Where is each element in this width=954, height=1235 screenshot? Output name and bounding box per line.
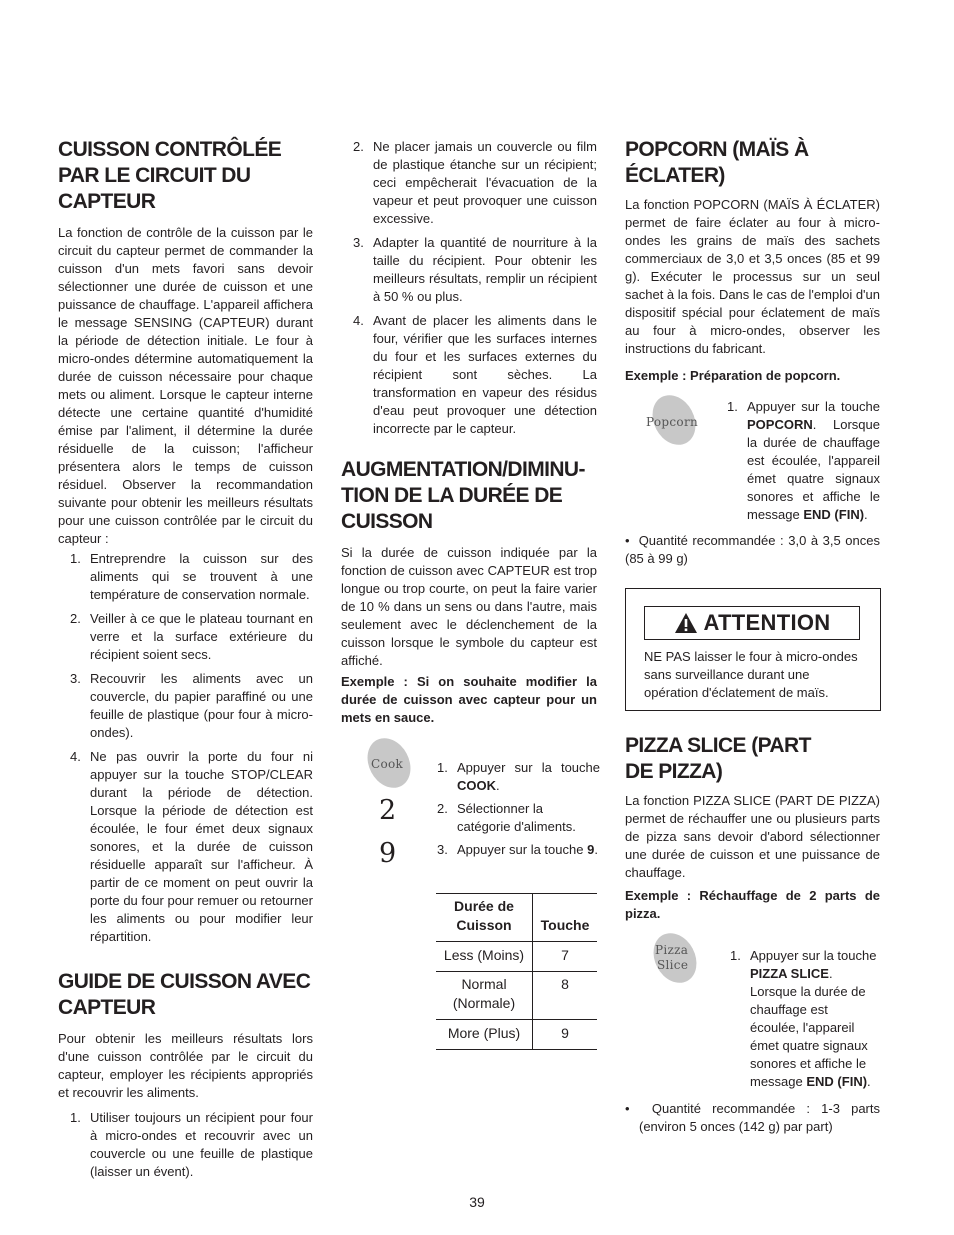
heading-line: POPCORN (MAÏS À [625,138,809,161]
list-text: Adapter la quantité de nourriture à la taille du récipient. Pour obtenir les meilleurs résultats, remplir un récipient à 50 % ou plus. [373,235,597,304]
guide-steps-list [58,1109,313,1187]
list-number: 1. [727,399,738,414]
page-number: 39 [469,1194,485,1210]
list-item [58,610,313,664]
heading-line: CAPTEUR [58,190,156,213]
list-item [341,138,597,228]
sensor-steps-list [58,550,313,952]
heading-line: CAPTEUR [58,996,156,1019]
heading-line: DE PIZZA) [625,760,723,783]
table-header [436,894,533,942]
list-item [58,748,313,946]
list-number: 3. [70,671,81,686]
list-item [425,759,600,795]
table-cell: 8 [561,976,569,992]
list-number: 2. [353,139,364,154]
key-name: COOK [457,778,496,793]
table-header-line: Cuisson [456,917,512,933]
list-text: Veiller à ce que le plateau tournant en verre et la surface extérieure du récipient soient secs. [90,611,313,662]
table-header: Touche [540,917,590,933]
key-name: POPCORN [747,417,813,432]
list-text: . [496,778,500,793]
heading-line: AUGMENTATION/DIMINU- [341,458,585,481]
list-number: 1. [437,760,448,775]
quantity-text: Quantité recommandée : 3,0 à 3,5 onces (85 à 99 g) [625,533,880,566]
heading-sensor-cooking [58,137,328,215]
heading-sensor-guide [58,969,328,1021]
bullet-icon: • [625,533,639,548]
list-text: . Lorsque la durée de chauffage est écoulée, l'appareil émet quatre signaux sonores et affiche le message [750,966,868,1089]
list-item [58,550,313,604]
list-item [58,1109,313,1181]
pizza-quantity [625,1100,880,1136]
table-header-line: Durée de [454,898,514,914]
list-text: Ne placer jamais un couvercle ou film de plastique étanche sur un récipient; ceci empêcherait l'évacuation de la vapeur et peut provoquer une cuisson excessive. [373,139,597,226]
digit-9-key: 9 [379,838,397,869]
list-text: Appuyer sur la touche [750,948,877,963]
heading-line: CUISSON [341,510,433,533]
list-item [58,670,313,742]
attention-header [644,606,860,640]
heading-line: PAR LE CIRCUIT DU [58,164,251,187]
adjust-intro: Si la durée de cuisson indiquée par la fonction de cuisson avec CAPTEUR est trop longue ou trop courte, on peut la faire varier de 10 % dans un sens ou dans l'autre, mais seulement avec le déclenchement de la cuisson lorsque le symbole du capteur est affiché. [341,545,597,668]
table-cell [436,972,533,1020]
heading-line: CUISSON CONTRÔLÉE [58,138,282,161]
list-number: 4. [353,313,364,328]
table-cell: 9 [561,1025,569,1041]
heading-line: PIZZA SLICE (PART [625,734,811,757]
pizza-slice-key-label-2: Slice [657,958,689,972]
adjust-example: Exemple : Si on souhaite modifier la durée de cuisson avec capteur pour un mets en sauce. [341,674,597,725]
list-text: Entreprendre la cuisson sur des aliments qui se trouvent à une température de conservation normale. [90,551,313,602]
list-item [341,312,597,438]
list-item [715,398,880,524]
table-cell: 7 [561,947,569,963]
list-text: Sélectionner la catégorie d'aliments. [457,801,576,834]
list-item [341,234,597,306]
list-text: Avant de placer les aliments dans le four, vérifier que les surfaces internes du four et les surfaces externes du récipient sont sèches. La transformation en vapeur des résidus d'eau peut provoquer une détection incorrecte par le capteur. [373,313,597,436]
list-text: . [867,1074,871,1089]
popcorn-key-label: Popcorn [646,415,699,429]
table-cell-line: (Normale) [452,995,516,1011]
heading-pizza-slice [625,733,885,785]
display-message: END (FIN) [806,1074,868,1089]
pizza-slice-key-label-1: Pizza [655,943,689,957]
adjust-table [436,893,597,1050]
list-number: 4. [70,749,81,764]
pizza-intro: La fonction PIZZA SLICE (PART DE PIZZA) permet de réchauffer une ou plusieurs parts de pizza sans devoir d'abord sélectionner une durée de cuisson et une puissance de chauffage. [625,793,880,880]
popcorn-intro: La fonction POPCORN (MAÏS À ÉCLATER) permet de faire éclater au four à micro-ondes les grains de maïs des sachets commerciaux de 3,0 et 3,5 onces (85 et 99 g). Exécuter le processus sur un seul sachet à la fois. Dans le cas de l'emploi d'un dispositif spécial pour éclatement de maïs au four à micro-ondes, observer les instructions du fabricant. [625,197,880,356]
list-text: Appuyer sur la touche [747,399,880,414]
list-text: . [594,842,598,857]
list-number: 1. [70,551,81,566]
heading-line: ÉCLATER) [625,164,725,187]
heading-adjust-time [341,457,606,535]
attention-text: NE PAS laisser le four à micro-ondes sans surveillance durant une opération d'éclatement de maïs. [644,649,858,700]
sensor-intro: La fonction de contrôle de la cuisson par le circuit du capteur permet de commander la cuisson d'un mets favori sans devoir sélectionner une durée de cuisson et une puissance de chauffage. L'appareil affichera le message SENSING (CAPTEUR) durant la période de détection initiale. Le four à micro-ondes détermine automatiquement la durée de cuisson nécessaire pour chaque mets ou aliment. Lorsque le capteur interne détecte une certaine quantité d'humidité émise par l'aliment, il détermine la durée résiduelle de la cuisson; l'afficheur présentera alors le temps de cuisson résiduel. Observer la recommandation suivante pour obtenir les meilleurs résultats pour une cuisson contrôlée par le circuit du capteur : [58,225,313,546]
list-item [425,841,600,859]
table-cell: Less (Moins) [436,942,533,972]
list-number: 3. [437,842,448,857]
list-item [718,947,880,1091]
key-name: PIZZA SLICE [750,966,829,981]
cook-key-label: Cook [371,757,404,771]
display-message: END (FIN) [803,507,865,522]
list-number: 1. [70,1110,81,1125]
list-number: 2. [437,801,448,816]
list-text: Appuyer sur la touche [457,760,600,775]
heading-line: GUIDE DE CUISSON AVEC [58,970,311,993]
guide-intro: Pour obtenir les meilleurs résultats lors d'une cuisson contrôlée par le circuit du capteur, employer les récipients appropriés et recouvrir les aliments. [58,1031,313,1100]
list-item [425,800,600,836]
popcorn-quantity [625,532,880,568]
pizza-steps-list [718,947,880,1097]
list-number: 2. [70,611,81,626]
quantity-text: Quantité recommandée : 1-3 parts (environ 5 onces (142 g) par part) [639,1101,880,1134]
warning-triangle-icon [674,612,698,634]
key-name: 9 [587,842,595,857]
heading-popcorn [625,137,885,189]
pizza-example: Exemple : Réchauffage de 2 parts de pizza. [625,888,880,921]
list-text: Appuyer sur la touche [457,842,588,857]
list-text: . [864,507,868,522]
adjust-steps-list [425,759,600,865]
list-text: Recouvrir les aliments avec un couvercle, du papier paraffiné ou une feuille de plastique (pour four à micro-ondes). [90,671,313,740]
table-cell-line: Normal [461,976,507,992]
guide-steps-continued [341,138,597,444]
bullet-icon: • [625,1101,652,1116]
list-text: Ne pas ouvrir la porte du four ni appuyer sur la touche STOP/CLEAR durant la période de détection. Lorsque la période de détection est écoulée, le four émet deux signaux sonores, et la durée de cuisson résiduelle apparaît sur l'afficheur. À partir de ce moment on peut ouvrir la porte du four pour remuer ou retourner les aliments ou pour modifier leur répartition. [90,749,313,944]
list-text: Utiliser toujours un récipient pour four à micro-ondes et recouvrir avec un couvercle ou une feuille de plastique (laisser un évent). [90,1110,313,1179]
list-text: . Lorsque la durée de chauffage est écoulée, l'appareil émet quatre signaux sonores et affiche le message [747,417,880,522]
table-cell: More (Plus) [436,1020,533,1050]
popcorn-steps-list [715,398,880,530]
popcorn-example: Exemple : Préparation de popcorn. [625,368,841,383]
list-number: 3. [353,235,364,250]
list-number: 1. [730,948,741,963]
heading-line: TION DE LA DURÉE DE [341,484,563,507]
digit-2-key: 2 [379,795,397,826]
attention-title: ATTENTION [703,610,831,635]
